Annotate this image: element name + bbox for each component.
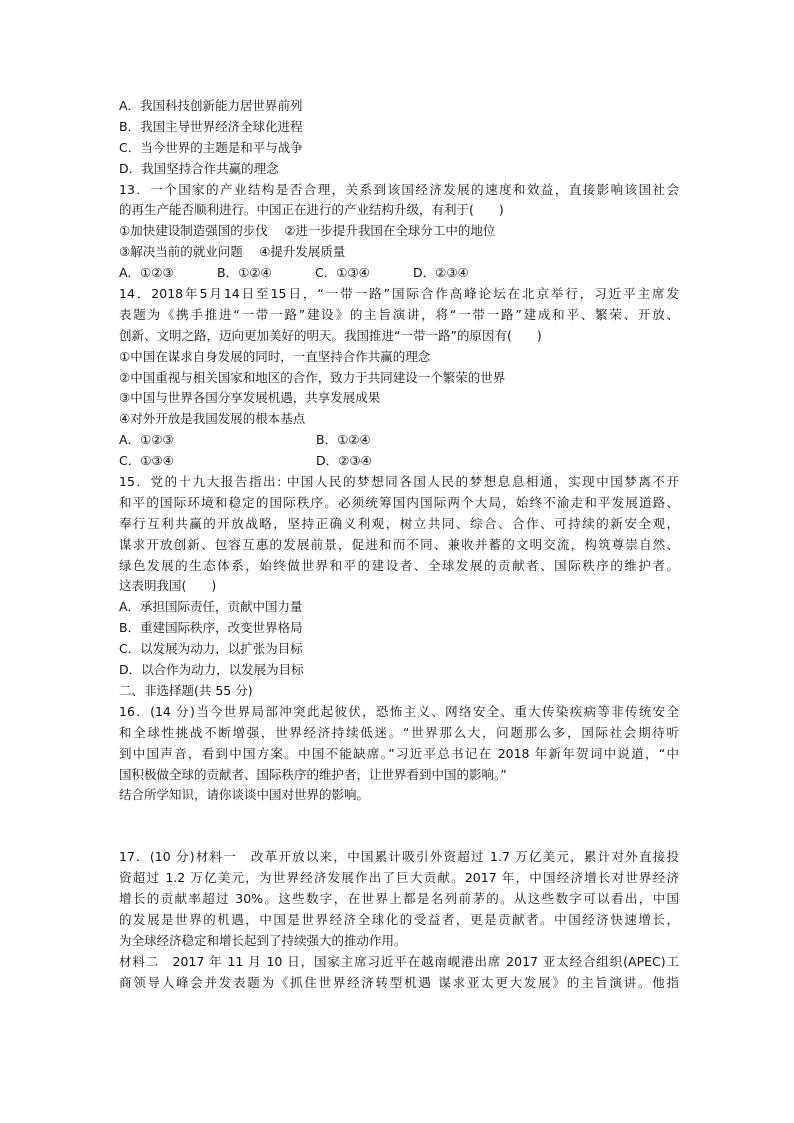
q14-statement: ①中国在谋求自身发展的同时，一直坚持合作共赢的理念	[119, 348, 431, 364]
q17-line: 商领导人峰会并发表题为《抓住世界经济转型机遇 谋求亚太更大发展》的主旨演讲。他指	[119, 974, 679, 990]
question-16	[119, 702, 679, 806]
q13-stem-line: 13．一个国家的产业结构是否合理，关系到该国经济发展的速度和效益，直接影响该国社会	[119, 181, 679, 197]
q16-line: 到中国声音，看到中国方案。中国不能缺席。”习近平总书记在 2018 年新年贺词中说道，“中	[119, 745, 679, 761]
q12-option-b: B．我国主导世界经济全球化进程	[119, 118, 303, 134]
q16-prompt: 结合所学知识，请你谈谈中国对世界的影响。	[119, 787, 370, 803]
q17-line: 17．(10 分)材料一 改革开放以来，中国累计吸引外资超过 1.7 万亿美元，累计对外直接投	[119, 849, 679, 865]
q15-option-b: B．重建国际秩序，改变世界格局	[119, 620, 303, 636]
q15-stem-line: 15．党的十九大报告指出: 中国人民的梦想同各国人民的梦想息息相通，实现中国梦离不开	[119, 474, 679, 490]
q12-options	[119, 96, 679, 180]
q12-option-a: A．我国科技创新能力居世界前列	[119, 98, 303, 113]
q17-line: 的发展是世界的机遇，中国是世界经济全球化的受益者，更是贡献者。中国经济快速增长，	[119, 911, 679, 927]
q14-option-b: B．①②④	[316, 432, 371, 448]
q12-option-d: D．我国坚持合作共赢的理念	[119, 160, 279, 176]
q15-stem-line: 和平的国际环境和稳定的国际秩序。必须统筹国内国际两个大局，始终不渝走和平发展道路、	[119, 494, 679, 510]
q13-statement: ③解决当前的就业问题 ④提升发展质量	[119, 244, 346, 260]
question-15	[119, 472, 679, 681]
q12-option-c: C．当今世界的主题是和平与战争	[119, 139, 303, 155]
q17-line: 材料二 2017 年 11 月 10 日，国家主席习近平在越南岘港出席 2017 亚太经合组织(APEC)工	[119, 953, 679, 969]
q15-stem-line: 奉行互利共赢的开放战略，坚持正确义利观，树立共同、综合、合作、可持续的新安全观，	[119, 515, 679, 531]
section-heading: 二、非选择题(共 55 分)	[119, 682, 253, 698]
q14-options-row	[119, 430, 679, 451]
q16-line: 和全球性挑战不断增强，世界经济持续低迷。“世界那么大，问题那么多，国际社会期待听	[119, 724, 679, 740]
q14-option-a: A．①②③	[119, 432, 174, 448]
q15-stem-line: 这表明我国( )	[119, 578, 217, 594]
q13-statement: ①加快建设制造强国的步伐 ②进一步提升我国在全球分工中的地位	[119, 223, 496, 239]
q14-stem-line: 创新、文明之路，迈向更加美好的明天。我国推进“一带一路”的原因有( )	[119, 327, 542, 343]
q13-option-c: C．①③④	[315, 265, 370, 281]
q13-options	[119, 263, 679, 284]
q14-stem-line: 14．2018年5月14日至15日，“一带一路”国际合作高峰论坛在北京举行，习近平主席发	[119, 286, 679, 302]
q14-stem-line: 表题为《携手推进“一带一路”建设》的主旨演讲，将“一带一路”建成和平、繁荣、开放、	[119, 306, 679, 322]
q14-statement: ②中国重视与相关国家和地区的合作，致力于共同建设一个繁荣的世界	[119, 369, 506, 385]
q14-options-row	[119, 451, 679, 472]
q14-option-c: C．①③④	[119, 453, 174, 469]
question-14	[119, 284, 679, 472]
q17-line: 增长的贡献率超过 30%。这些数字，在世界上都是名列前茅的。从这些数字可以看出，中国	[119, 891, 679, 907]
q13-option-a: A．①②③	[119, 265, 174, 281]
q16-line: 国积极做全球的贡献者、国际秩序的维护者，让世界看到中国的影响。”	[119, 766, 507, 782]
question-17	[119, 847, 679, 993]
q15-option-a: A．承担国际责任，贡献中国力量	[119, 599, 303, 615]
q17-line: 为全球经济稳定和增长起到了持续强大的推动作用。	[119, 932, 407, 948]
q14-statement: ③中国与世界各国分享发展机遇，共享发展成果	[119, 390, 381, 406]
question-13	[119, 180, 679, 284]
q13-option-b: B．①②④	[217, 265, 272, 281]
q15-option-d: D．以合作为动力，以发展为目标	[119, 662, 304, 678]
q15-option-c: C．以发展为动力，以扩张为目标	[119, 641, 303, 657]
q15-stem-line: 绿色发展的生态体系，始终做世界和平的建设者、全球发展的贡献者、国际秩序的维护者。	[119, 557, 679, 573]
answer-space	[119, 806, 679, 847]
q13-option-d: D．②③④	[413, 265, 469, 281]
exam-page	[119, 96, 679, 994]
q14-option-d: D．②③④	[316, 453, 372, 469]
q14-statement: ④对外开放是我国发展的根本基点	[119, 411, 306, 427]
q17-line: 资超过 1.2 万亿美元，为世界经济发展作出了巨大贡献。2017 年，中国经济增长对世界经济	[119, 870, 679, 886]
q15-stem-line: 谋求开放创新、包容互惠的发展前景，促进和而不同、兼收并蓄的文明交流，构筑尊崇自然、	[119, 536, 679, 552]
q16-line: 16．(14 分)当今世界局部冲突此起彼伏，恐怖主义、网络安全、重大传染疾病等非传统安全	[119, 703, 679, 719]
q13-stem-line: 的再生产能否顺利进行。中国正在进行的产业结构升级，有利于( )	[119, 202, 504, 218]
